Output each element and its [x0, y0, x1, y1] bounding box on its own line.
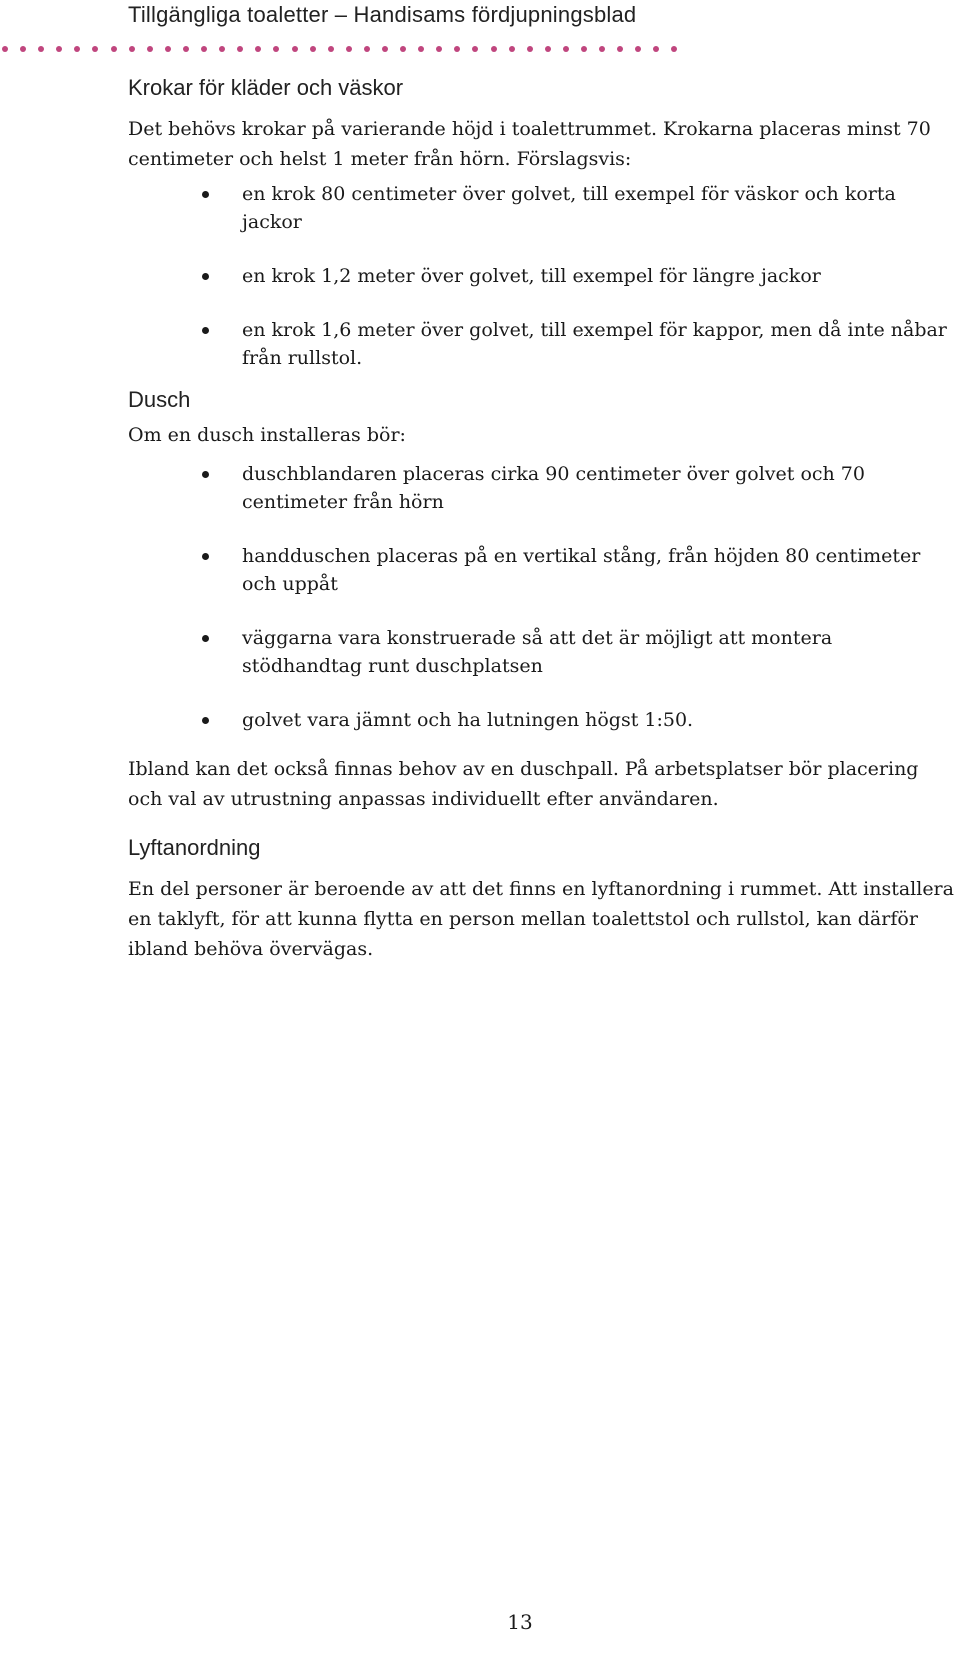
- rule-dot: [436, 46, 442, 52]
- rule-dot: [418, 46, 424, 52]
- rule-dot: [92, 46, 98, 52]
- rule-dot: [472, 46, 478, 52]
- rule-dot: [454, 46, 460, 52]
- rule-dot: [219, 46, 225, 52]
- section-heading-shower: Dusch: [128, 387, 191, 412]
- page-number: 13: [507, 1610, 533, 1634]
- rule-dot: [20, 46, 26, 52]
- bullet-icon: [202, 471, 209, 478]
- list-item-text: väggarna vara konstruerade så att det är möjligt att montera stödhandtag runt duschplatsen: [242, 627, 833, 677]
- list-item: [128, 460, 958, 516]
- list-item-text: en krok 1,6 meter över golvet, till exempel för kappor, men då inte nåbar från rullstol.: [242, 319, 947, 369]
- rule-dot: [292, 46, 298, 52]
- bullet-icon: [202, 553, 209, 560]
- rule-dot: [491, 46, 497, 52]
- rule-dot: [147, 46, 153, 52]
- rule-dot: [165, 46, 171, 52]
- list-item-text: duschblandaren placeras cirka 90 centimeter över golvet och 70 centimeter från hörn: [242, 463, 865, 513]
- rule-dot: [273, 46, 279, 52]
- shower-intro: Om en dusch installeras bör:: [128, 424, 406, 446]
- rule-dot: [74, 46, 80, 52]
- page-content: [128, 72, 958, 964]
- rule-dot: [111, 46, 117, 52]
- rule-dot: [364, 46, 370, 52]
- rule-dot: [635, 46, 641, 52]
- bullet-icon: [202, 717, 209, 724]
- bullet-icon: [202, 635, 209, 642]
- list-item-text: golvet vara jämnt och ha lutningen högst 1:50.: [242, 709, 694, 731]
- list-item: [128, 542, 958, 598]
- rule-dot: [237, 46, 243, 52]
- running-header: Tillgängliga toaletter – Handisams fördjupningsblad: [128, 2, 637, 27]
- rule-dot: [2, 46, 8, 52]
- section-heading-lift: Lyftanordning: [128, 835, 261, 860]
- list-item: [128, 624, 958, 680]
- bullet-icon: [202, 327, 209, 334]
- section-heading-hooks: Krokar för kläder och väskor: [128, 75, 404, 100]
- rule-dot: [382, 46, 388, 52]
- rule-dot: [346, 46, 352, 52]
- bullet-icon: [202, 191, 209, 198]
- rule-dot: [671, 46, 677, 52]
- rule-dot: [653, 46, 659, 52]
- rule-dot: [581, 46, 587, 52]
- list-item: [128, 316, 958, 372]
- rule-dot: [617, 46, 623, 52]
- rule-dot: [129, 46, 135, 52]
- bullet-icon: [202, 273, 209, 280]
- rule-dot: [310, 46, 316, 52]
- hooks-intro: Det behövs krokar på varierande höjd i toalettrummet. Krokarna placeras minst 70 centimeter och helst 1 meter från hörn. Förslagsvis:: [128, 118, 931, 170]
- rule-dot: [255, 46, 261, 52]
- hooks-list: [128, 180, 958, 372]
- shower-list: [128, 460, 958, 734]
- rule-dot: [527, 46, 533, 52]
- rule-dot: [201, 46, 207, 52]
- shower-outro: Ibland kan det också finnas behov av en duschpall. På arbetsplatser bör placering och val av utrustning anpassas individuellt efter användaren.: [128, 758, 919, 810]
- rule-dot: [545, 46, 551, 52]
- list-item-text: en krok 1,2 meter över golvet, till exempel för längre jackor: [242, 265, 821, 287]
- rule-dot: [509, 46, 515, 52]
- lift-text: En del personer är beroende av att det finns en lyftanordning i rummet. Att installera en taklyft, för att kunna flytta en person mellan toalettstol och rullstol, kan därför ibland behöva övervägas.: [128, 878, 954, 960]
- list-item: [128, 180, 958, 236]
- rule-dot: [328, 46, 334, 52]
- rule-dot: [400, 46, 406, 52]
- rule-dot: [599, 46, 605, 52]
- list-item-text: en krok 80 centimeter över golvet, till exempel för väskor och korta jackor: [242, 183, 896, 233]
- dotted-divider: [2, 44, 678, 54]
- rule-dot: [183, 46, 189, 52]
- rule-dot: [56, 46, 62, 52]
- rule-dot: [563, 46, 569, 52]
- list-item: [128, 706, 958, 734]
- rule-dot: [38, 46, 44, 52]
- list-item-text: handduschen placeras på en vertikal stång, från höjden 80 centimeter och uppåt: [242, 545, 921, 595]
- list-item: [128, 262, 958, 290]
